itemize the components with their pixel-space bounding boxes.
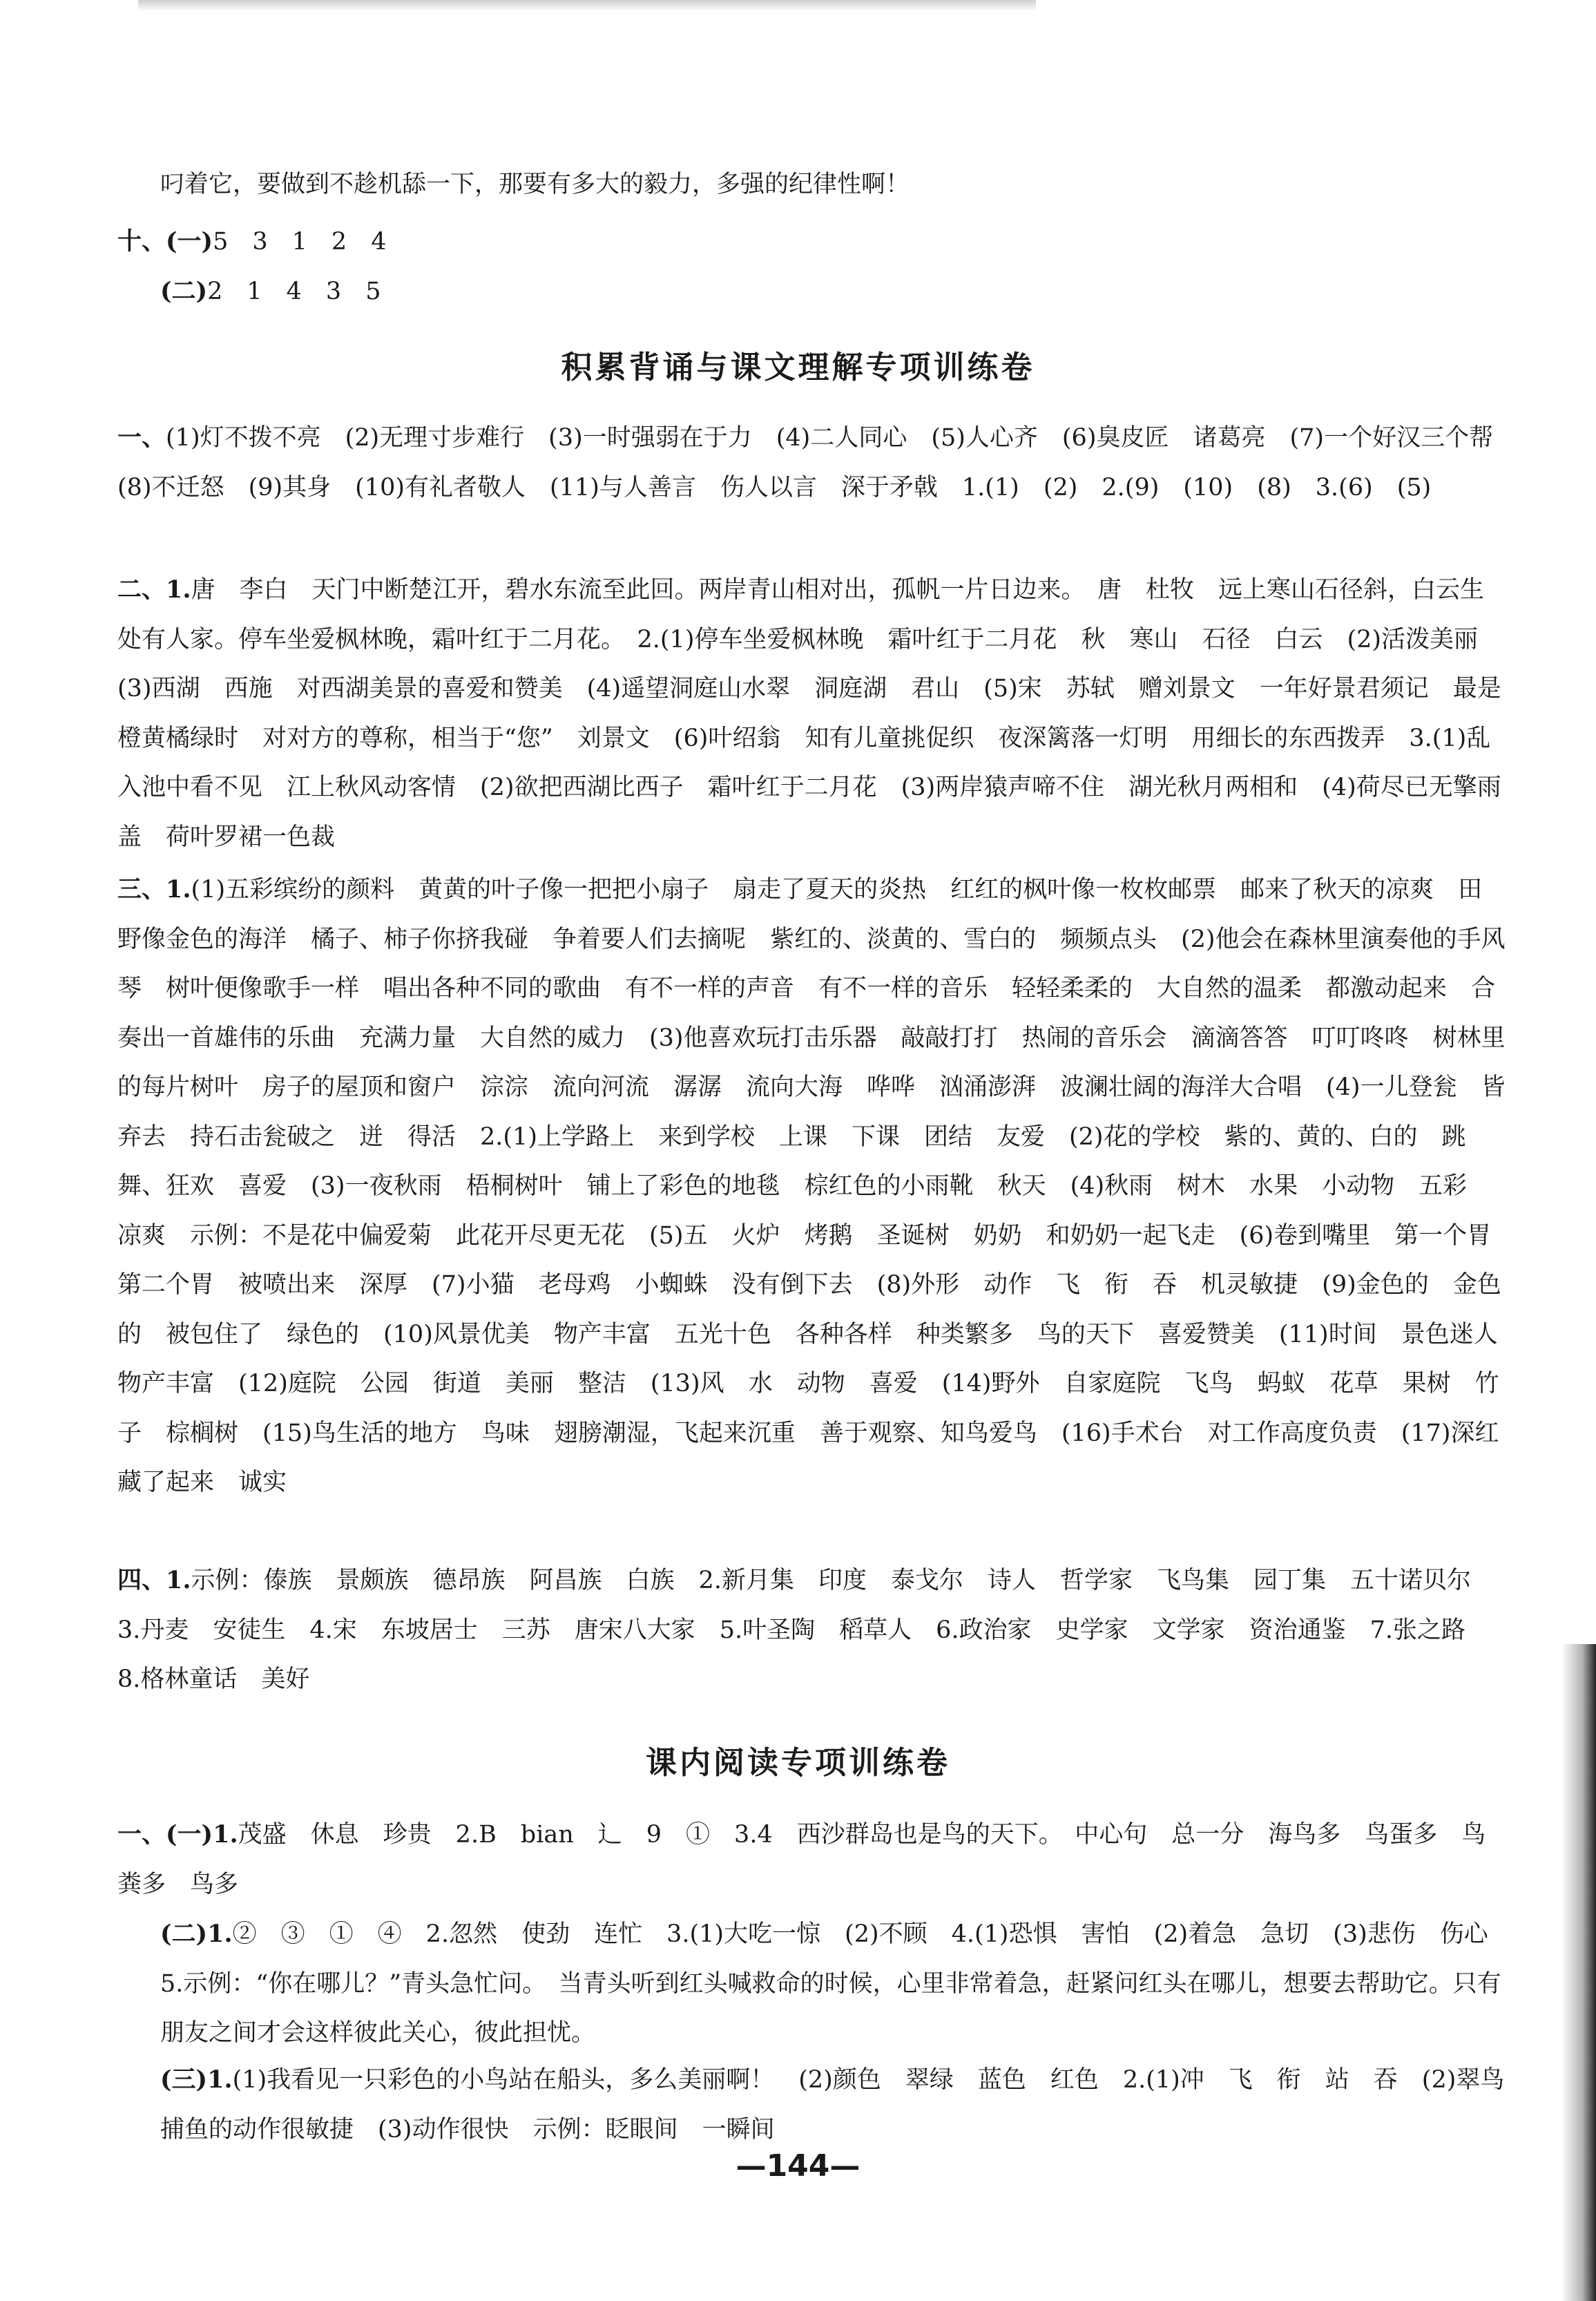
q10-a: 5 3 1 2 4 <box>213 228 387 256</box>
section-title-accumulation: 积累背诵与课文理解专项训练卷 <box>561 349 1035 385</box>
s2-part1-text: 茂盛 休息 珍贵 2.B bian 辶 9 ① 3.4 西沙群岛也是鸟的天下。 中心句 总一分 海鸟多 鸟蛋多 鸟粪多 鸟多 <box>117 1821 1486 1898</box>
s2-part3 <box>160 2055 1507 2155</box>
s2-part2-text: ② ③ ① ④ 2.忽然 使劲 连忙 3.(1)大吃一惊 (2)不顾 4.(1)恐惧 害怕 (2)着急 急切 (3)悲伤 伤心 5.示例：“你在哪儿？”青头急忙问。 当青头听到红头喊救命的时候，心里非常着急，赶紧问红头在哪儿，想要去帮助它。只有朋友之间才会这样彼此关心，彼此担忧。 <box>160 1920 1512 2047</box>
s2-part3-text: (1)我看见一只彩色的小鸟站在船头，多么美丽啊！ (2)颜色 翠绿 蓝色 红色 2.(1)冲 飞 衔 站 吞 (2)翠鸟捕鱼的动作很敏捷 (3)动作很快 示例：眨眼间 一瞬间 <box>160 2066 1505 2144</box>
s1-part2-lead: 二、1. <box>117 575 191 604</box>
s1-part4-lead: 四、1. <box>117 1566 191 1594</box>
s1-part3 <box>117 865 1523 1508</box>
section-title-reading: 课内阅读专项训练卷 <box>645 1744 950 1781</box>
s1-part2-text: 唐 李白 天门中断楚江开，碧水东流至此回。两岸青山相对出，孤帆一片日边来。 唐 杜牧 远上寒山石径斜，白云生处有人家。停车坐爱枫林晚，霜叶红于二月花。 2.(1)停车坐爱枫林晚 霜叶红于二月花 秋 寒山 石径 白云 (2)活泼美丽 (3)西湖 西施 对西湖美景的喜爱和赞美 (4)遥望洞庭山水翠 洞庭湖 君山 (5)宋 苏轼 赠刘景文 一年好景君须记 最是橙黄橘绿时 对对方的尊称，相当于“您” 刘景文 (6)叶绍翁 知有儿童挑促织 夜深篱落一灯明 用细长的东西拨弄 3.(1)乱入池中看不见 江上秋风动客情 (2)欲把西湖比西子 霜叶红于二月花 (3)两岸猿声啼不住 湖光秋月两相和 (4)荷尽已无擎雨盖 荷叶罗裙一色裁 <box>117 576 1503 851</box>
s1-part1 <box>117 413 1518 513</box>
s2-part2-lead: (二)1. <box>160 1920 233 1948</box>
s1-part3-lead: 三、1. <box>117 875 191 904</box>
s1-part1-text: (1)灯不拨不亮 (2)无理寸步难行 (3)一时强弱在于力 (4)二人同心 (5)人心齐 (6)臭皮匠 诸葛亮 (7)一个好汉三个帮 (8)不迁怒 (9)其身 (10)有礼者敬人 (11)与人善言 伤人以言 深于矛戟 1.(1) (2) 2.(9) (10) (8) 3.(6) (5) <box>117 424 1518 502</box>
q10-lead: 十、(一) <box>117 227 213 256</box>
s2-part2 <box>160 1909 1512 2059</box>
continuation-line <box>160 160 1507 210</box>
s2-part1-lead: 一、(一)1. <box>117 1820 238 1849</box>
s1-part1-lead: 一、 <box>117 423 166 452</box>
q10-sub2-lead: (二) <box>160 277 208 305</box>
q10-answer-1 <box>117 217 1506 267</box>
s1-part3-text: (1)五彩缤纷的颜料 黄黄的叶子像一把把小扇子 扇走了夏天的炎热 红红的枫叶像一枚枚邮票 邮来了秋天的凉爽 田野像金色的海洋 橘子、柿子你挤我碰 争着要人们去摘呢 紫红的、淡黄的、雪白的 频频点头 (2)他会在森林里演奏他的手风琴 树叶便像歌手一样 唱出各种不同的歌曲 有不一样的声音 有不一样的音乐 轻轻柔柔的 大自然的温柔 都激动起来 合奏出一首雄伟的乐曲 充满力量 大自然的威力 (3)他喜欢玩打击乐器 敲敲打打 热闹的音乐会 滴滴答答 叮叮咚咚 树林里的每片树叶 房子的屋顶和窗户 淙淙 流向河流 潺潺 流向大海 哗哗 汹涌澎湃 波澜壮阔的海洋大合唱 (4)一儿登瓮 皆弃去 持石击瓮破之 迸 得活 2.(1)上学路上 来到学校 上课 下课 团结 友爱 (2)花的学校 紫的、黄的、白的 跳舞、狂欢 喜爱 (3)一夜秋雨 梧桐树叶 铺上了彩色的地毯 棕红色的小雨靴 秋天 (4)秋雨 树木 水果 小动物 五彩 凉爽 示例：不是花中偏爱菊 此花开尽更无花 (5)五 火炉 烤鹅 圣诞树 奶奶 和奶奶一起飞走 (6)卷到嘴里 第一个胃 第二个胃 被喷出来 深厚 (7)小猫 老母鸡 小蜘蛛 没有倒下去 (8)外形 动作 飞 衔 吞 机灵敏捷 (9)金色的 金色的 被包住了 绿色的 (10)风景优美 物产丰富 五光十色 各种各样 种类繁多 鸟的天下 喜爱赞美 (11)时间 景色迷人 物产丰富 (12)庭院 公园 街道 美丽 整洁 (13)风 水 动物 喜爱 (14)野外 自家庭院 飞鸟 蚂蚁 花草 果树 竹子 棕榈树 (15)鸟生活的地方 鸟味 翅膀潮湿，飞起来沉重 善于观察、知鸟爱鸟 (16)手术台 对工作高度负责 (17)深红 藏了起来 诚实 <box>117 876 1523 1496</box>
s2-part1 <box>117 1810 1506 1909</box>
s1-part4-text: 示例：傣族 景颇族 德昂族 阿昌族 白族 2.新月集 印度 泰戈尔 诗人 哲学家 飞鸟集 园丁集 五十诺贝尔 3.丹麦 安徒生 4.宋 东坡居士 三苏 唐宋八大家 5.叶圣陶 稻草人 6.政治家 史学家 文学家 资治通鉴 7.张之路 8.格林童话 美好 <box>117 1567 1495 1693</box>
s1-part2 <box>117 565 1506 862</box>
s1-part4 <box>117 1556 1506 1705</box>
q10-answer-2 <box>160 267 1507 317</box>
page-number: —144— <box>735 2148 861 2184</box>
s2-part3-lead: (三)1. <box>160 2065 233 2094</box>
scan-edge-shadow-top <box>138 0 1036 11</box>
q10-b: 2 1 4 3 5 <box>207 278 381 305</box>
continuation-text: 叼着它，要做到不趁机舔一下，那要有多大的毅力，多强的纪律性啊！ <box>160 171 910 198</box>
